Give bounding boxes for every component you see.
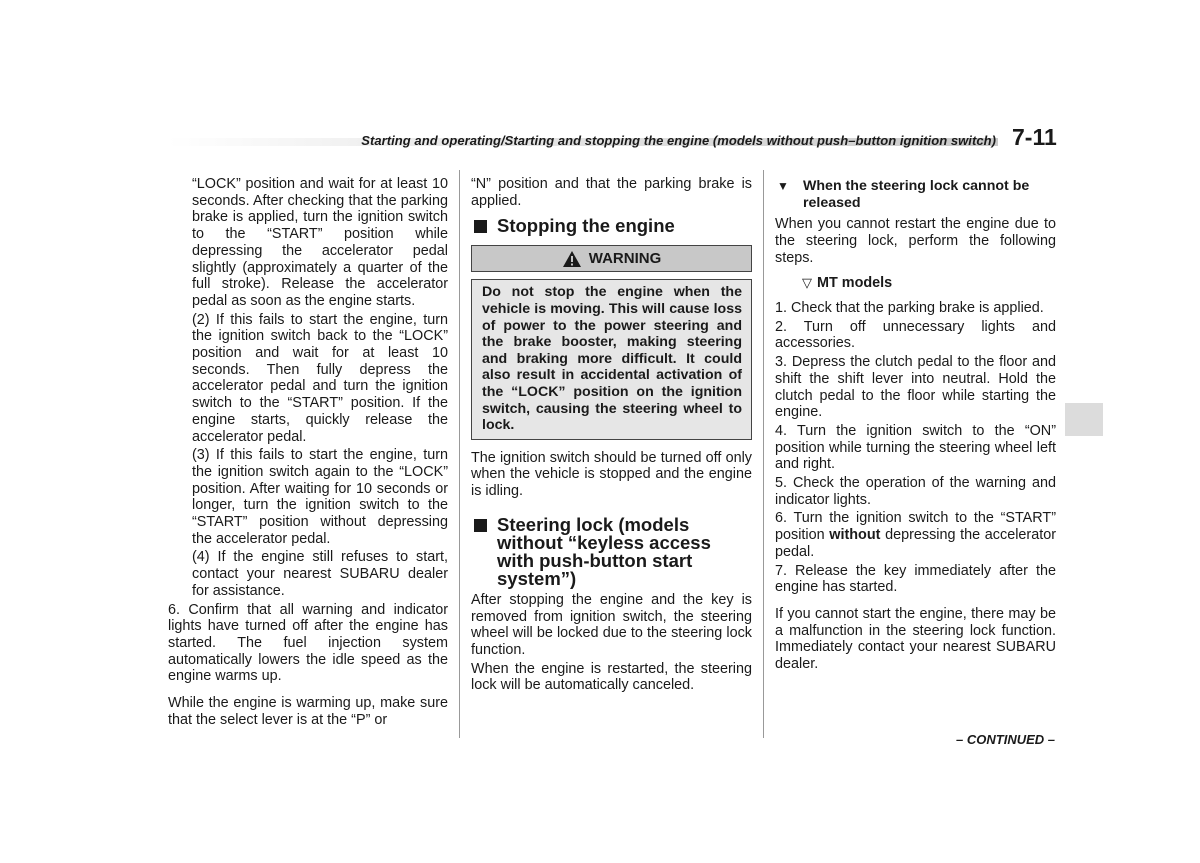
triangle-down-icon: ▼ (777, 179, 789, 193)
warning-triangle-icon (562, 250, 582, 268)
section-heading (471, 513, 752, 589)
triangle-outline-down-icon: ▽ (802, 275, 812, 291)
square-bullet-icon (474, 220, 487, 233)
step-2: 2. Turn off unnecessary lights and accessories. (775, 318, 1056, 352)
square-bullet-icon (474, 519, 487, 532)
subsection-title: When the steering lock cannot be released (803, 178, 1030, 211)
paragraph: After stopping the engine and the key is removed from ignition switch, the steering wheel will be locked due to the steering lock function. (471, 591, 752, 658)
continued-note: – CONTINUED – (956, 732, 1055, 747)
paragraph: “LOCK” position and wait for at least 10 seconds. After checking that the parking brake is applied, turn the ignition switch to the “START” position while depressing the accelerator pedal slightly (approximately a quarter of the full stroke). Release the accelerator pedal as soon as the engine starts. (192, 176, 448, 309)
paragraph: (4) If the engine still refuses to start, contact your nearest SUBARU dealer for assistance. (192, 549, 448, 599)
model-heading (775, 275, 1056, 292)
step-7: 7. Release the key immediately after the engine has started. (775, 562, 1056, 596)
section-title: Steering lock (models without “keyless access with push-button start system”) (497, 513, 711, 589)
step-6 (775, 510, 1056, 560)
warning-text: Do not stop the engine when the vehicle is moving. This will cause loss of power to the power steering and the brake booster, making steering and braking more difficult. It could also result in accidental activation of the “LOCK” position on the ignition switch, causing the steering wheel to lock. (471, 279, 752, 439)
paragraph: “N” position and that the parking brake is applied. (471, 176, 752, 209)
column-divider (459, 170, 460, 738)
paragraph: While the engine is warming up, make sure that the select lever is at the “P” or (168, 695, 448, 728)
column-right (775, 178, 1056, 673)
section-title: Stopping the engine (497, 215, 675, 237)
paragraph: When the engine is restarted, the steering lock will be automatically canceled. (471, 660, 752, 694)
paragraph: The ignition switch should be turned off only when the vehicle is stopped and the engine is idling. (471, 449, 752, 500)
warning-header (471, 245, 752, 272)
step-3: 3. Depress the clutch pedal to the floor and shift the shift lever into neutral. Hold the clutch pedal to the floor while starting the engine. (775, 354, 1056, 421)
subsection-heading (775, 178, 1056, 211)
step-6-text: 6. Turn the ignition switch to the “START” position (775, 510, 1056, 544)
paragraph: (2) If this fails to start the engine, turn the ignition switch back to the “LOCK” position and wait for at least 10 seconds. Then fully depress the accelerator pedal and turn the ignition switch to the “START” position. If the engine starts, quickly release the accelerator pedal. (192, 311, 448, 445)
column-divider (763, 170, 764, 738)
paragraph: When you cannot restart the engine due to the steering lock, perform the following steps. (775, 216, 1056, 266)
paragraph: 6. Confirm that all warning and indicator lights have turned off after the engine has started. The fuel injection system automatically lowers the idle speed as the engine warms up. (168, 601, 448, 685)
step-6-emphasis: without (829, 527, 881, 544)
paragraph: (3) If this fails to start the engine, turn the ignition switch again to the “LOCK” position. After waiting for 10 seconds or longer, turn the ignition switch to the “START” position without depressing the accelerator pedal. (192, 447, 448, 547)
warning-label: WARNING (588, 249, 662, 267)
step-4: 4. Turn the ignition switch to the “ON” position while turning the steering wheel left and right. (775, 422, 1056, 473)
running-header: Starting and operating/Starting and stopping the engine (models without push–button ignition switch) (361, 133, 996, 148)
model-title: MT models (817, 275, 893, 292)
column-middle (471, 176, 752, 694)
column-left (168, 176, 448, 729)
chapter-tab (1065, 403, 1103, 436)
paragraph: If you cannot start the engine, there may be a malfunction in the steering lock function. Immediately contact your nearest SUBARU dealer. (775, 605, 1056, 673)
step-6-text-end: depressing the accelerator pedal. (775, 527, 1056, 560)
step-5: 5. Check the operation of the warning and indicator lights. (775, 475, 1056, 508)
step-1: 1. Check that the parking brake is applied. (775, 300, 1044, 316)
page-number: 7-11 (1012, 124, 1057, 150)
section-heading (471, 217, 752, 235)
